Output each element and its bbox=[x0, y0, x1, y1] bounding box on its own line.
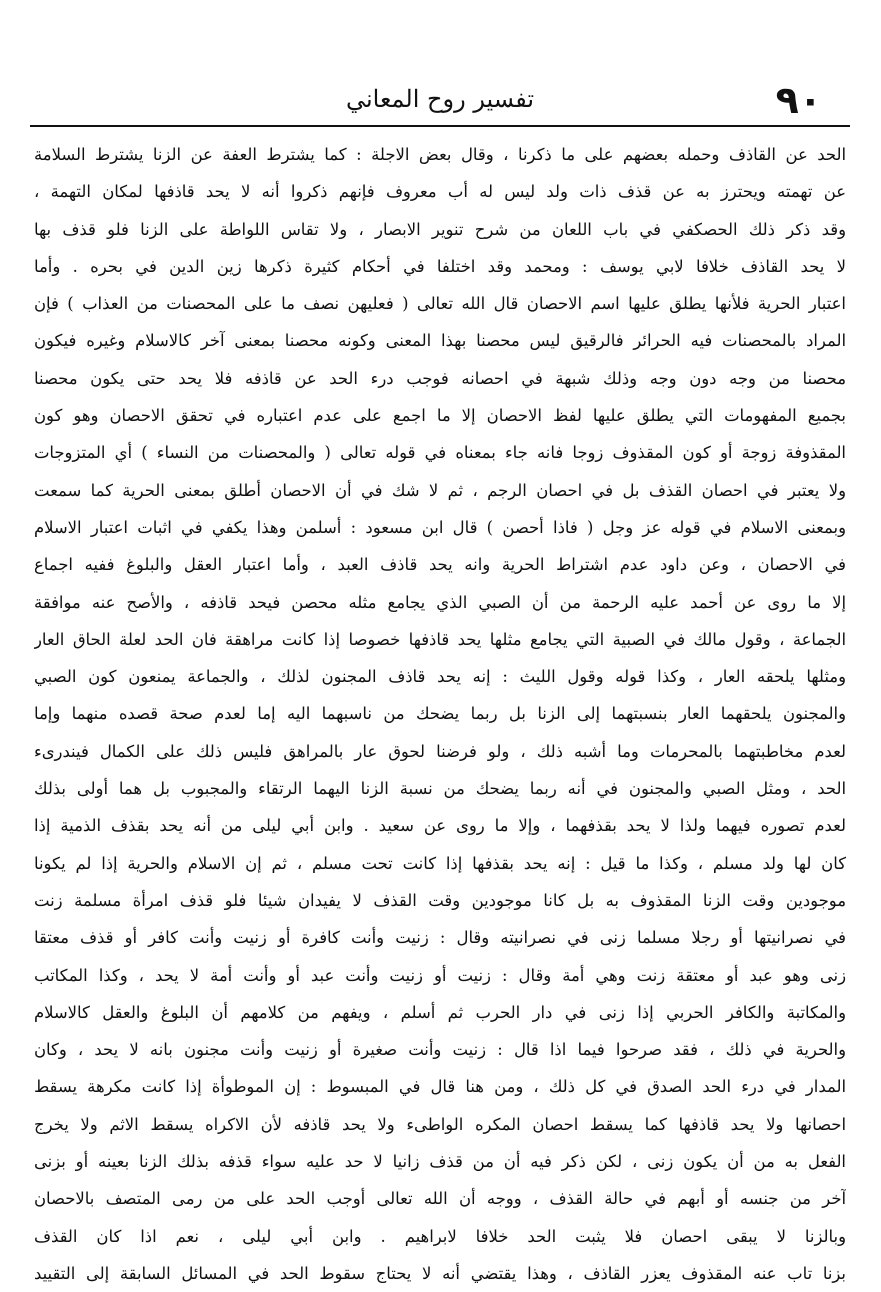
text-line: والمكاتبة والكافر الحربي إذا زنى في دار الحرب ثم أسلم ، ويفهم من كلامهم أن البلوغ والعقل كالاسلام bbox=[34, 1002, 846, 1022]
text-line: في الاحصان ، وعن داود عدم اشتراط الحرية وانه يحد قاذف العبد ، وأما اعتبار العقل والبلوغ ففيه اجماع bbox=[34, 555, 846, 575]
text-line: محصنا من وجه دون وجه وذلك شبهة في احصانه فوجب درء الحد عن قاذفه فلا يحد حتى يكون محصنا bbox=[34, 368, 846, 388]
text-line: احصانها ولا يحد قاذفها كما يسقط احصان المكره الواطىء ولا يحد قاذفه لأن الاكراه يسقط الاثم ولا يخرج bbox=[34, 1114, 846, 1134]
text-line: في نصرانيتها أو رجلا مسلما زنى في نصرانيته وقال : زنيت وأنت كافرة أو زنيت وأنت كافر أو قذف معتقا bbox=[34, 928, 846, 948]
text-line: بزنا تاب عنه المقذوف يعزر القاذف ، وهذا يقتضي أنه لا يحتاج سقوط الحد في المسائل السابقة إلى التقييد bbox=[34, 1263, 846, 1283]
body-text bbox=[34, 136, 846, 1292]
running-title: تفسير روح المعاني bbox=[345, 85, 535, 113]
text-line: المدار في درء الحد الصدق في كل ذلك ، ومن هنا قال في المبسوط : إن الموطوأة إذا كانت مكرهة يسقط bbox=[34, 1077, 846, 1097]
text-line: الحد عن القاذف وحمله بعضهم على ما ذكرنا ، وقال بعض الاجلة : كما يشترط العفة عن الزنا يشترط السلامة bbox=[34, 145, 846, 164]
text-line: ومثلها يلحقه العار ، وكذا قوله وقول الليث : إنه يحد قاذف المجنون لذلك ، والجماعة يمنعون كون الصبي bbox=[34, 667, 846, 687]
text-line: المقذوفة زوجة أو كون المقذوف زوجا فانه جاء بمعناه في قوله تعالى ( والمحصنات من النساء ) أي المتزوجات bbox=[34, 443, 846, 463]
text-line: والمجنون يلحقهما العار بنسبتهما إلى الزنا بل ربما يضحك من ناسبهما اليه إما لعدم صحة قصده منهما وإما bbox=[34, 704, 846, 724]
text-line: المراد بالمحصنات فيه الحرائر فالرقيق ليس محصنا بهذا المعنى وكونه محصنا بمعنى آخر كالاسلام وغيره فيكون bbox=[34, 331, 846, 351]
text-line: الجماعة ، وقول مالك في الصبية التي يجامع مثلها يحد قاذفها خصوصا إذا كانت مراهقة فان الحد لعلة الحاق العار bbox=[34, 629, 846, 649]
text-line: وبالزنا لا يبقى احصان فلا يثبت الحد خلافا لابراهيم . وابن أبي ليلى ، نعم اذا كان القذف bbox=[34, 1226, 846, 1246]
text-line: آخر من جنسه أو أبهم في حالة القذف ، ووجه أن الله تعالى أوجب الحد على من رمى المتصف بالاحصان bbox=[34, 1189, 846, 1209]
text-line: لا يحد القاذف خلافا لابي يوسف : ومحمد وقد اختلفا في أحكام كثيرة ذكرها زين الدين في بحره . وأما bbox=[34, 256, 846, 276]
running-head bbox=[30, 78, 850, 124]
text-line: وبمعنى الاسلام في قوله عز وجل ( فاذا أحصن ) قال ابن مسعود : أسلمن وهذا يكفي في اثبات اعتبار الاسلام bbox=[34, 517, 846, 537]
header-rule bbox=[30, 125, 850, 127]
text-line: كان لها ولد مسلم ، وكذا ما قيل : إنه يحد بقذفها إذا كانت تحت مسلم ، ثم إن الاسلام والحرية إذا لم يكونا bbox=[34, 853, 846, 873]
text-line: اعتبار الحرية فلأنها يطلق عليها اسم الاحصان قال الله تعالى ( فعليهن نصف ما على المحصنات من العذاب ) فإن bbox=[34, 294, 846, 314]
text-line: زنى وهو عبد أو معتقة زنت وهي أمة وقال : زنيت أو زنيت وأنت عبد أو وأنت أمة لا يحد ، وكذا المكاتب bbox=[34, 965, 846, 985]
text-line: الفعل به من أن يكون زنى ، لكن ذكر فيه أن من قذف زانيا لا حد عليه سواء قذفه بذلك الزنا بعينه أو بزنى bbox=[34, 1152, 846, 1172]
text-line: الحد ، ومثل الصبي والمجنون في أنه ربما يضحك من نسبة الزنا اليهما الرتقاء والمجبوب بل هما أولى بذلك bbox=[34, 779, 846, 799]
text-line: والحرية في ذلك ، فقد صرحوا فيما اذا قال : زنيت وأنت صغيرة أو زنيت وأنت مجنون بانه لا يحد ، وكان bbox=[34, 1040, 846, 1060]
text-line: عن تهمته ويحترز به عن قذف ذات ولد ليس له أب معروف فإنهم ذكروا أنه لا يحد قاذفها لمكان التهمة ، bbox=[34, 182, 846, 202]
text-line: ولا يعتبر في احصان القذف بل في احصان الرجم ، ثم لا شك في أن الاحصان أطلق بمعنى الحرية كما سمعت bbox=[34, 480, 846, 500]
text-line: بجميع المفهومات التي يطلق عليها لفظ الاحصان إلا ما اجمع على عدم اعتباره في تحقق الاحصان وهو كون bbox=[34, 406, 846, 426]
text-line: لعدم مخاطبتهما بالمحرمات وما أشبه ذلك ، ولو فرضنا لحوق عار بالمراهق فليس ذلك على الكمال فيندرىء bbox=[34, 741, 846, 761]
text-line: لعدم تصوره فيهما ولذا لا يحد بقذفهما ، وإلا ما روى عن سعيد . وابن أبي ليلى من أنه يحد بقذف الذمية إذا bbox=[34, 816, 846, 836]
text-line: إلا ما روى عن أحمد عليه الرحمة من أن الصبي الذي يجامع مثله محصن فيحد قاذفه ، والأصح عنه موافقة bbox=[34, 592, 846, 612]
text-line: موجودين وقت الزنا المقذوف به بل كانا موجودين وقت القذف لا يفيدان شيئا فلو قذف امرأة مسلمة زنت bbox=[34, 890, 846, 910]
page-number: ٩٠ bbox=[775, 78, 822, 122]
text-line: وقد ذكر ذلك الحصكفي في باب اللعان من شرح تنوير الابصار ، ولا تقاس اللواطة على الزنا فلو قذف بها bbox=[34, 219, 846, 239]
